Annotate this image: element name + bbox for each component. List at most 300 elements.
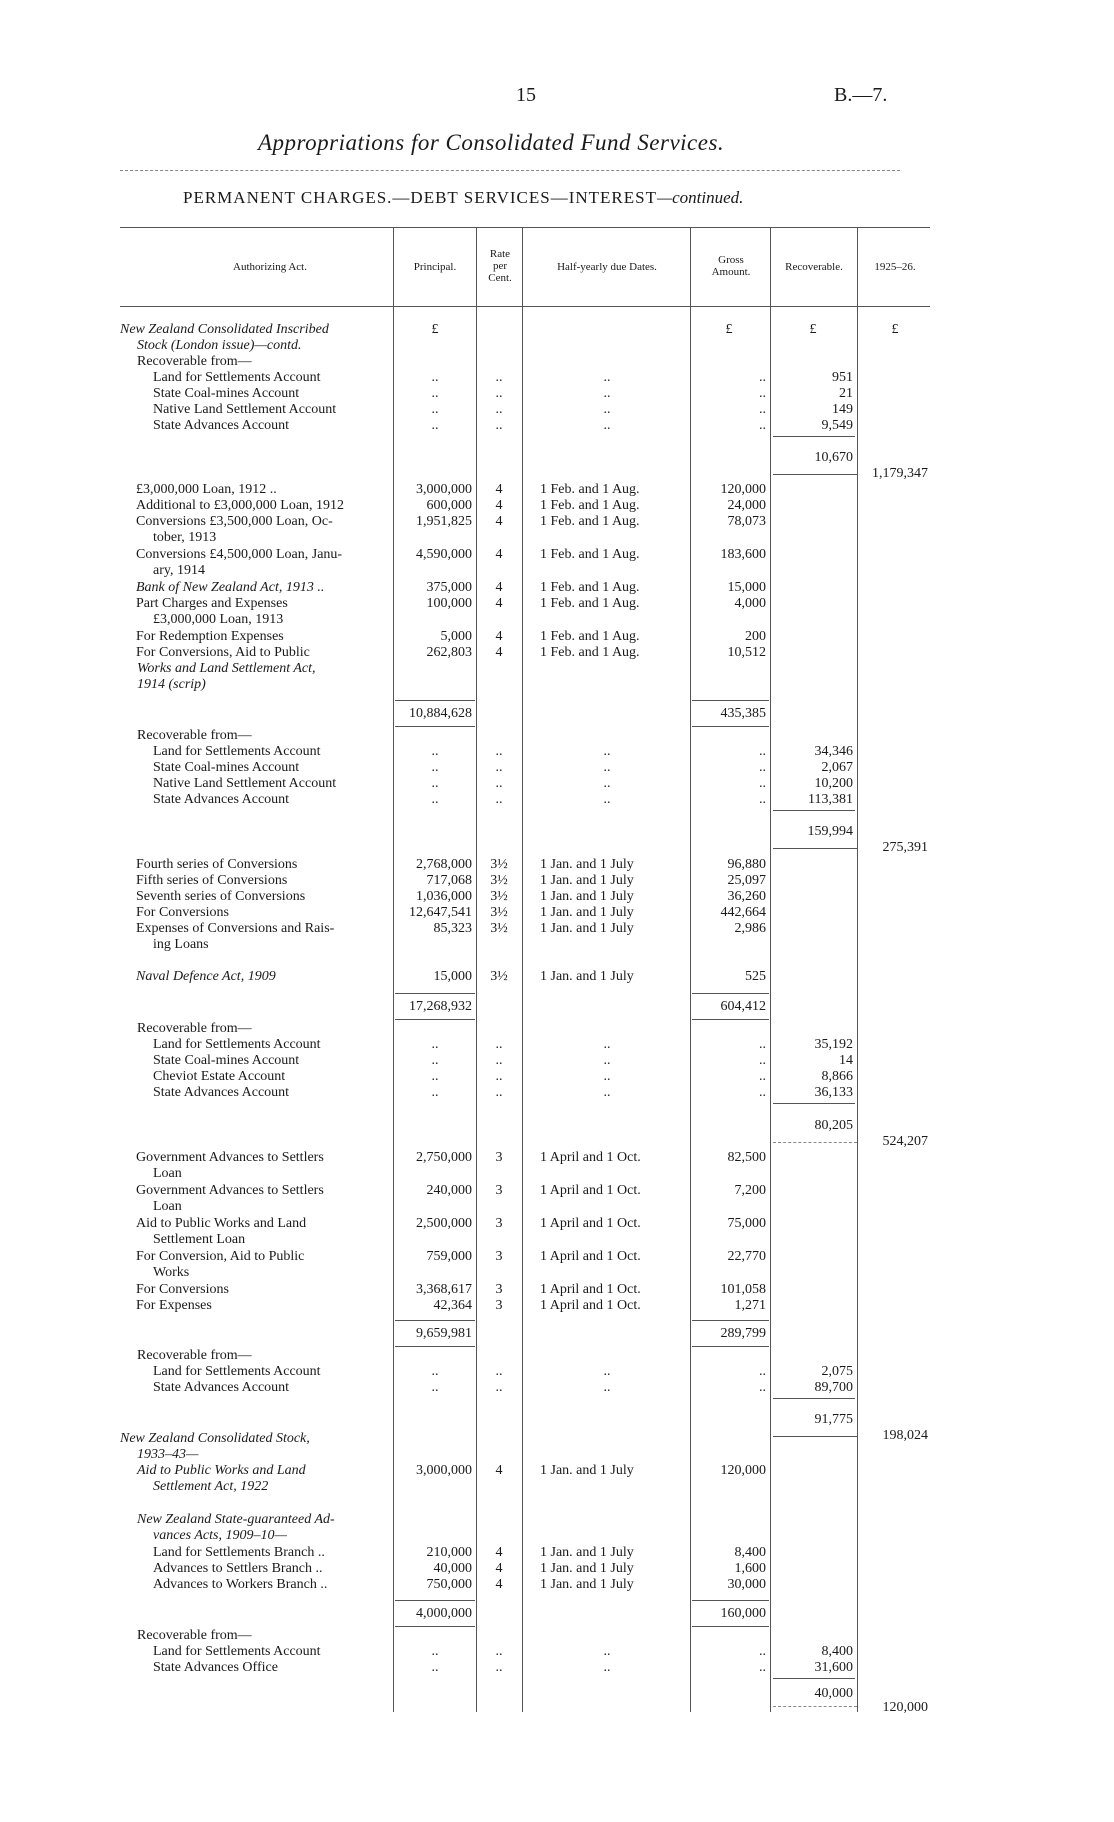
s3-row-label: Seventh series of Conversions <box>136 889 306 904</box>
s3-rec-label: State Coal-mines Account <box>153 1053 300 1068</box>
col-divider-rate <box>476 227 477 1712</box>
s1-rec-label: Native Land Settlement Account <box>153 402 337 417</box>
s6-row-label: Advances to Workers Branch .. <box>153 1577 328 1592</box>
dot-leader: .. <box>431 776 439 791</box>
dot-leader: .. <box>495 1644 503 1659</box>
dot-leader: .. <box>495 1037 503 1052</box>
s4-row-rate: 3 <box>495 1249 503 1264</box>
dot-leader: .. <box>431 1037 439 1052</box>
s2-row-rate: 4 <box>495 482 503 497</box>
s2-row-principal: 1,951,825 <box>416 514 472 529</box>
s1-rec-value: 951 <box>832 370 853 385</box>
dot-leader: .. <box>431 386 439 401</box>
s2-principal-rule <box>395 700 475 701</box>
s3-gross-rule-2 <box>692 1019 769 1020</box>
dot-leader: .. <box>495 402 503 417</box>
s2-row-label-cont: 1914 (scrip) <box>137 677 206 692</box>
s2-row-label: For Conversions, Aid to Public <box>136 645 310 660</box>
s3-total-gross: 604,412 <box>720 999 766 1014</box>
s6-row-principal: 750,000 <box>426 1577 472 1592</box>
dot-leader: .. <box>431 1380 439 1395</box>
s6-net-rule <box>773 1706 857 1707</box>
s4-net-rule <box>773 1436 857 1437</box>
s4-total-gross: 289,799 <box>720 1326 766 1341</box>
s4-row-label: For Conversions <box>136 1282 229 1297</box>
s6-row-dates: 1 Jan. and 1 July <box>540 1561 634 1576</box>
s4-row-principal: 3,368,617 <box>416 1282 472 1297</box>
page-subtitle <box>183 188 743 208</box>
dot-leader: .. <box>495 744 503 759</box>
s2-row-rate: 4 <box>495 580 503 595</box>
s6-row-gross: 8,400 <box>734 1545 766 1560</box>
header-principal: Principal. <box>413 261 457 273</box>
s3-row-label: Fifth series of Conversions <box>136 873 288 888</box>
s2-rec-total-rule <box>773 810 855 811</box>
s3-row-dates: 1 Jan. and 1 July <box>540 873 634 888</box>
s2-row-principal: 5,000 <box>440 629 472 644</box>
s2-row-label: £3,000,000 Loan, 1912 .. <box>136 482 277 497</box>
s3-row-principal: 15,000 <box>433 969 472 984</box>
s6-row-principal: 40,000 <box>433 1561 472 1576</box>
s5-row-rate: 4 <box>495 1463 503 1478</box>
s2-net-rule <box>773 848 857 849</box>
dot-leader: .. <box>759 1364 766 1379</box>
dot-leader: .. <box>603 1644 611 1659</box>
s4-gross-rule-2 <box>692 1346 769 1347</box>
s2-row-gross: 200 <box>745 629 766 644</box>
s2-gross-rule-2 <box>692 726 769 727</box>
s2-row-label-cont: £3,000,000 Loan, 1913 <box>153 612 284 627</box>
s4-rec-label: Land for Settlements Account <box>153 1364 321 1379</box>
s2-row-rate: 4 <box>495 596 503 611</box>
s4-row-label: For Expenses <box>136 1298 212 1313</box>
s4-row-dates: 1 April and 1 Oct. <box>540 1282 641 1297</box>
currency-recoverable: £ <box>809 322 817 337</box>
s3-row-rate: 3½ <box>490 857 508 872</box>
dot-leader: .. <box>759 760 766 775</box>
s4-principal-rule-2 <box>395 1346 475 1347</box>
dot-leader: .. <box>603 1085 611 1100</box>
s4-row-label: Government Advances to Settlers <box>136 1150 324 1165</box>
dot-leader: .. <box>495 1380 503 1395</box>
s2-row-principal: 3,000,000 <box>416 482 472 497</box>
s4-row-dates: 1 April and 1 Oct. <box>540 1183 641 1198</box>
s5-title-1: New Zealand Consolidated Stock, <box>120 1431 310 1446</box>
s2-row-dates: 1 Feb. and 1 Aug. <box>540 498 640 513</box>
col-divider-recoverable <box>770 227 771 1712</box>
dot-leader: .. <box>603 1660 611 1675</box>
s6-row-rate: 4 <box>495 1545 503 1560</box>
s6-rec-value: 8,400 <box>821 1644 853 1659</box>
s6-rec-total-rule <box>773 1678 855 1679</box>
s2-row-rate: 4 <box>495 514 503 529</box>
header-year: 1925–26. <box>874 261 916 273</box>
s3-total-principal: 17,268,932 <box>409 999 472 1014</box>
s1-rec-value: 9,549 <box>821 418 853 433</box>
s4-row-label: Aid to Public Works and Land <box>136 1216 307 1231</box>
s3-row-rate: 3½ <box>490 889 508 904</box>
s2-row-label: For Redemption Expenses <box>136 629 284 644</box>
dot-leader: .. <box>495 776 503 791</box>
dot-leader: .. <box>603 776 611 791</box>
header-authorizing-act: Authorizing Act. <box>233 261 307 273</box>
s3-row-gross: 2,986 <box>734 921 766 936</box>
header-bottom-rule <box>120 306 930 307</box>
dot-leader: .. <box>495 1085 503 1100</box>
page-title: Appropriations for Consolidated Fund Services. <box>258 130 725 155</box>
s3-rec-value: 8,866 <box>821 1069 853 1084</box>
s4-rec-label: State Advances Account <box>153 1380 290 1395</box>
s3-recoverable-from: Recoverable from— <box>137 1021 252 1036</box>
s2-row-gross: 15,000 <box>727 580 766 595</box>
s2-rec-label: State Advances Account <box>153 792 290 807</box>
s2-row-principal: 600,000 <box>426 498 472 513</box>
s6-total-principal: 4,000,000 <box>416 1606 472 1621</box>
s5-row-gross: 120,000 <box>720 1463 766 1478</box>
dot-leader: .. <box>495 1053 503 1068</box>
dot-leader: .. <box>495 1364 503 1379</box>
s3-row-dates: 1 Jan. and 1 July <box>540 857 634 872</box>
s2-rec-label: State Coal-mines Account <box>153 760 300 775</box>
col-divider-gross <box>690 227 691 1712</box>
s3-row-gross: 442,664 <box>720 905 766 920</box>
s4-row-dates: 1 April and 1 Oct. <box>540 1150 641 1165</box>
s2-row-label: Bank of New Zealand Act, 1913 .. <box>136 580 325 595</box>
dot-leader: .. <box>759 792 766 807</box>
dot-leader: .. <box>431 1660 439 1675</box>
s4-rec-total-rule <box>773 1398 855 1399</box>
dot-leader: .. <box>603 386 611 401</box>
s2-rec-value: 2,067 <box>821 760 853 775</box>
s2-row-gross: 10,512 <box>727 645 766 660</box>
s2-rec-value: 34,346 <box>814 744 853 759</box>
s4-row-gross: 7,200 <box>734 1183 766 1198</box>
s4-row-label-cont: Settlement Loan <box>153 1232 246 1247</box>
s6-total-gross: 160,000 <box>720 1606 766 1621</box>
s2-total-principal: 10,884,628 <box>409 706 472 721</box>
s3-row-rate: 3½ <box>490 921 508 936</box>
s2-row-label: Conversions £3,500,000 Loan, Oc- <box>136 514 333 529</box>
s4-row-principal: 240,000 <box>426 1183 472 1198</box>
s6-rec-label: Land for Settlements Account <box>153 1644 321 1659</box>
s2-row-dates: 1 Feb. and 1 Aug. <box>540 514 640 529</box>
dot-leader: .. <box>759 1380 766 1395</box>
s3-row-rate: 3½ <box>490 873 508 888</box>
dot-leader: .. <box>603 792 611 807</box>
s3-row-dates: 1 Jan. and 1 July <box>540 905 634 920</box>
header-recoverable: Recoverable. <box>785 261 843 273</box>
dot-leader: .. <box>759 1660 766 1675</box>
s3-row-principal: 1,036,000 <box>416 889 472 904</box>
s3-row-dates: 1 Jan. and 1 July <box>540 889 634 904</box>
s2-row-dates: 1 Feb. and 1 Aug. <box>540 629 640 644</box>
s2-row-gross: 24,000 <box>727 498 766 513</box>
s2-rec-value: 113,381 <box>808 792 853 807</box>
dot-leader: .. <box>603 1037 611 1052</box>
s4-row-label-cont: Loan <box>153 1199 182 1214</box>
s2-rec-label: Land for Settlements Account <box>153 744 321 759</box>
s3-row-gross: 25,097 <box>727 873 766 888</box>
s2-rec-label: Native Land Settlement Account <box>153 776 337 791</box>
s3-row-label: Expenses of Conversions and Rais- <box>136 921 335 936</box>
s1-rec-label: Land for Settlements Account <box>153 370 321 385</box>
s3-row-label: Naval Defence Act, 1909 <box>136 969 276 984</box>
s2-row-rate: 4 <box>495 629 503 644</box>
s3-net-total: 524,207 <box>882 1134 928 1149</box>
dot-leader: .. <box>759 386 766 401</box>
s5-row-label-cont: Settlement Act, 1922 <box>153 1479 269 1494</box>
s1-rec-total-rule <box>773 436 855 437</box>
dot-leader: .. <box>431 370 439 385</box>
s2-row-gross: 78,073 <box>727 514 766 529</box>
dot-leader: .. <box>759 1053 766 1068</box>
s3-rec-label: Land for Settlements Account <box>153 1037 321 1052</box>
s6-gross-rule <box>692 1600 769 1601</box>
s6-row-rate: 4 <box>495 1577 503 1592</box>
dot-leader: .. <box>759 1085 766 1100</box>
s2-row-dates: 1 Feb. and 1 Aug. <box>540 596 640 611</box>
s5-title-2: 1933–43— <box>137 1447 199 1462</box>
s2-row-label-cont: tober, 1913 <box>153 530 217 545</box>
s4-row-principal: 42,364 <box>433 1298 472 1313</box>
dot-leader: .. <box>431 760 439 775</box>
s1-net-total: 1,179,347 <box>872 466 928 481</box>
dot-leader: .. <box>759 1644 766 1659</box>
s6-net-total: 120,000 <box>882 1700 928 1715</box>
s3-rec-value: 36,133 <box>814 1085 853 1100</box>
s3-principal-rule-2 <box>395 1019 475 1020</box>
s4-row-label: Government Advances to Settlers <box>136 1183 324 1198</box>
dot-leader: .. <box>431 1069 439 1084</box>
s1-title-2: Stock (London issue)—contd. <box>137 338 302 353</box>
page-number: 15 <box>516 84 536 106</box>
title-rule <box>120 170 900 171</box>
s4-row-dates: 1 April and 1 Oct. <box>540 1298 641 1313</box>
dot-leader: .. <box>759 1037 766 1052</box>
dot-leader: .. <box>431 744 439 759</box>
dot-leader: .. <box>431 402 439 417</box>
currency-principal: £ <box>431 322 439 337</box>
subtitle-main: PERMANENT CHARGES.—DEBT SERVICES—INTEREST <box>183 188 657 207</box>
dot-leader: .. <box>759 776 766 791</box>
s2-row-principal: 100,000 <box>426 596 472 611</box>
s6-row-dates: 1 Jan. and 1 July <box>540 1545 634 1560</box>
s4-row-principal: 2,500,000 <box>416 1216 472 1231</box>
s5-row-principal: 3,000,000 <box>416 1463 472 1478</box>
s4-row-gross: 22,770 <box>727 1249 766 1264</box>
s2-row-principal: 262,803 <box>426 645 472 660</box>
header-rate: Rate per Cent. <box>488 248 512 284</box>
s3-net-rule <box>773 1142 857 1143</box>
s3-row-dates: 1 Jan. and 1 July <box>540 921 634 936</box>
s2-row-dates: 1 Feb. and 1 Aug. <box>540 645 640 660</box>
s6-principal-rule <box>395 1600 475 1601</box>
s6-rec-label: State Advances Office <box>153 1660 278 1675</box>
dot-leader: .. <box>431 1085 439 1100</box>
s2-gross-rule <box>692 700 769 701</box>
s4-row-principal: 759,000 <box>426 1249 472 1264</box>
dot-leader: .. <box>603 1380 611 1395</box>
s4-row-rate: 3 <box>495 1216 503 1231</box>
s4-row-label-cont: Loan <box>153 1166 182 1181</box>
s3-rec-value: 35,192 <box>814 1037 853 1052</box>
s3-gross-rule <box>692 993 769 994</box>
s1-rec-value: 21 <box>839 386 853 401</box>
s2-total-gross: 435,385 <box>720 706 766 721</box>
s1-net-rule <box>773 474 857 475</box>
s4-row-label: For Conversion, Aid to Public <box>136 1249 305 1264</box>
s3-rec-label: State Advances Account <box>153 1085 290 1100</box>
s3-row-gross: 96,880 <box>727 857 766 872</box>
dot-leader: .. <box>431 418 439 433</box>
s1-rec-label: State Advances Account <box>153 418 290 433</box>
s3-row-label: For Conversions <box>136 905 229 920</box>
dot-leader: .. <box>603 1053 611 1068</box>
dot-leader: .. <box>431 1053 439 1068</box>
header-dates: Half-yearly due Dates. <box>557 261 657 273</box>
s2-row-label: Additional to £3,000,000 Loan, 1912 <box>136 498 345 513</box>
dot-leader: .. <box>603 1364 611 1379</box>
s4-row-gross: 1,271 <box>734 1298 766 1313</box>
s4-principal-rule <box>395 1320 475 1321</box>
currency-year: £ <box>891 322 899 337</box>
s6-row-label: Land for Settlements Branch .. <box>153 1545 325 1560</box>
s4-rec-value: 89,700 <box>814 1380 853 1395</box>
s1-rec-label: State Coal-mines Account <box>153 386 300 401</box>
s4-total-principal: 9,659,981 <box>416 1326 472 1341</box>
s4-row-gross: 82,500 <box>727 1150 766 1165</box>
s3-row-gross: 36,260 <box>727 889 766 904</box>
col-divider-dates <box>522 227 523 1712</box>
s3-row-rate: 3½ <box>490 905 508 920</box>
s6-row-gross: 1,600 <box>734 1561 766 1576</box>
s3-row-gross: 525 <box>745 969 766 984</box>
s2-row-rate: 4 <box>495 498 503 513</box>
s2-row-dates: 1 Feb. and 1 Aug. <box>540 482 640 497</box>
s6-principal-rule-2 <box>395 1626 475 1627</box>
s2-rec-value: 10,200 <box>814 776 853 791</box>
dot-leader: .. <box>431 1364 439 1379</box>
s4-row-dates: 1 April and 1 Oct. <box>540 1249 641 1264</box>
s5-row-dates: 1 Jan. and 1 July <box>540 1463 634 1478</box>
s3-rec-value: 14 <box>839 1053 853 1068</box>
s2-row-label: Part Charges and Expenses <box>136 596 288 611</box>
s6-row-label: Advances to Settlers Branch .. <box>153 1561 323 1576</box>
s6-gross-rule-2 <box>692 1626 769 1627</box>
s6-row-principal: 210,000 <box>426 1545 472 1560</box>
s6-rec-value: 31,600 <box>814 1660 853 1675</box>
s3-row-label: Fourth series of Conversions <box>136 857 298 872</box>
s3-row-principal: 12,647,541 <box>409 905 472 920</box>
dot-leader: .. <box>603 402 611 417</box>
dot-leader: .. <box>495 792 503 807</box>
document-code: B.—7. <box>834 84 888 106</box>
s3-row-rate: 3½ <box>490 969 508 984</box>
s3-rec-total: 80,205 <box>814 1118 853 1133</box>
dot-leader: .. <box>603 1069 611 1084</box>
s1-rec-total: 10,670 <box>814 450 853 465</box>
s6-row-rate: 4 <box>495 1561 503 1576</box>
s2-row-gross: 183,600 <box>720 547 766 562</box>
s2-net-total: 275,391 <box>882 840 928 855</box>
s2-row-rate: 4 <box>495 547 503 562</box>
s2-row-dates: 1 Feb. and 1 Aug. <box>540 547 640 562</box>
dot-leader: .. <box>495 760 503 775</box>
dot-leader: .. <box>759 1069 766 1084</box>
s1-rec-value: 149 <box>832 402 853 417</box>
s3-row-principal: 85,323 <box>433 921 472 936</box>
s2-rec-total: 159,994 <box>807 824 853 839</box>
s3-rec-total-rule <box>773 1103 855 1104</box>
s4-row-gross: 75,000 <box>727 1216 766 1231</box>
s4-rec-total: 91,775 <box>814 1412 853 1427</box>
s2-row-gross: 120,000 <box>720 482 766 497</box>
s6-row-dates: 1 Jan. and 1 July <box>540 1577 634 1592</box>
dot-leader: .. <box>603 370 611 385</box>
s2-row-label-cont: ary, 1914 <box>153 563 205 578</box>
dot-leader: .. <box>495 1069 503 1084</box>
s5-row-label: Aid to Public Works and Land <box>137 1463 306 1478</box>
s2-row-label-cont: Works and Land Settlement Act, <box>137 661 316 676</box>
header-gross: Gross Amount. <box>711 254 751 278</box>
s3-row-dates: 1 Jan. and 1 July <box>540 969 634 984</box>
dot-leader: .. <box>759 418 766 433</box>
currency-gross: £ <box>725 322 733 337</box>
dot-leader: .. <box>759 402 766 417</box>
dot-leader: .. <box>431 1644 439 1659</box>
dot-leader: .. <box>603 744 611 759</box>
s4-row-rate: 3 <box>495 1282 503 1297</box>
s4-row-principal: 2,750,000 <box>416 1150 472 1165</box>
s3-rec-label: Cheviot Estate Account <box>153 1069 286 1084</box>
s1-title-1: New Zealand Consolidated Inscribed <box>120 322 329 337</box>
s2-row-rate: 4 <box>495 645 503 660</box>
s3-principal-rule <box>395 993 475 994</box>
col-divider-year <box>857 227 858 1712</box>
dot-leader: .. <box>495 418 503 433</box>
s6-row-gross: 30,000 <box>727 1577 766 1592</box>
s3-row-principal: 717,068 <box>426 873 472 888</box>
table-top-rule <box>120 227 930 228</box>
dot-leader: .. <box>495 370 503 385</box>
s4-recoverable-from: Recoverable from— <box>137 1348 252 1363</box>
s2-principal-rule-2 <box>395 726 475 727</box>
s6-rec-total: 40,000 <box>814 1686 853 1701</box>
dot-leader: .. <box>495 386 503 401</box>
s2-row-principal: 375,000 <box>426 580 472 595</box>
s4-row-label-cont: Works <box>153 1265 190 1280</box>
s6-recoverable-from: Recoverable from— <box>137 1628 252 1643</box>
s2-row-dates: 1 Feb. and 1 Aug. <box>540 580 640 595</box>
s4-row-dates: 1 April and 1 Oct. <box>540 1216 641 1231</box>
s6-title-2: vances Acts, 1909–10— <box>153 1528 287 1543</box>
s3-row-principal: 2,768,000 <box>416 857 472 872</box>
dot-leader: .. <box>759 370 766 385</box>
col-divider-principal <box>393 227 394 1712</box>
s6-title-1: New Zealand State-guaranteed Ad- <box>137 1512 335 1527</box>
dot-leader: .. <box>759 744 766 759</box>
dot-leader: .. <box>495 1660 503 1675</box>
s4-gross-rule <box>692 1320 769 1321</box>
s2-row-label: Conversions £4,500,000 Loan, Janu- <box>136 547 343 562</box>
dot-leader: .. <box>603 760 611 775</box>
s2-row-principal: 4,590,000 <box>416 547 472 562</box>
s4-row-rate: 3 <box>495 1298 503 1313</box>
s4-row-rate: 3 <box>495 1183 503 1198</box>
s2-recoverable-from: Recoverable from— <box>137 728 252 743</box>
s2-row-gross: 4,000 <box>734 596 766 611</box>
dot-leader: .. <box>603 418 611 433</box>
